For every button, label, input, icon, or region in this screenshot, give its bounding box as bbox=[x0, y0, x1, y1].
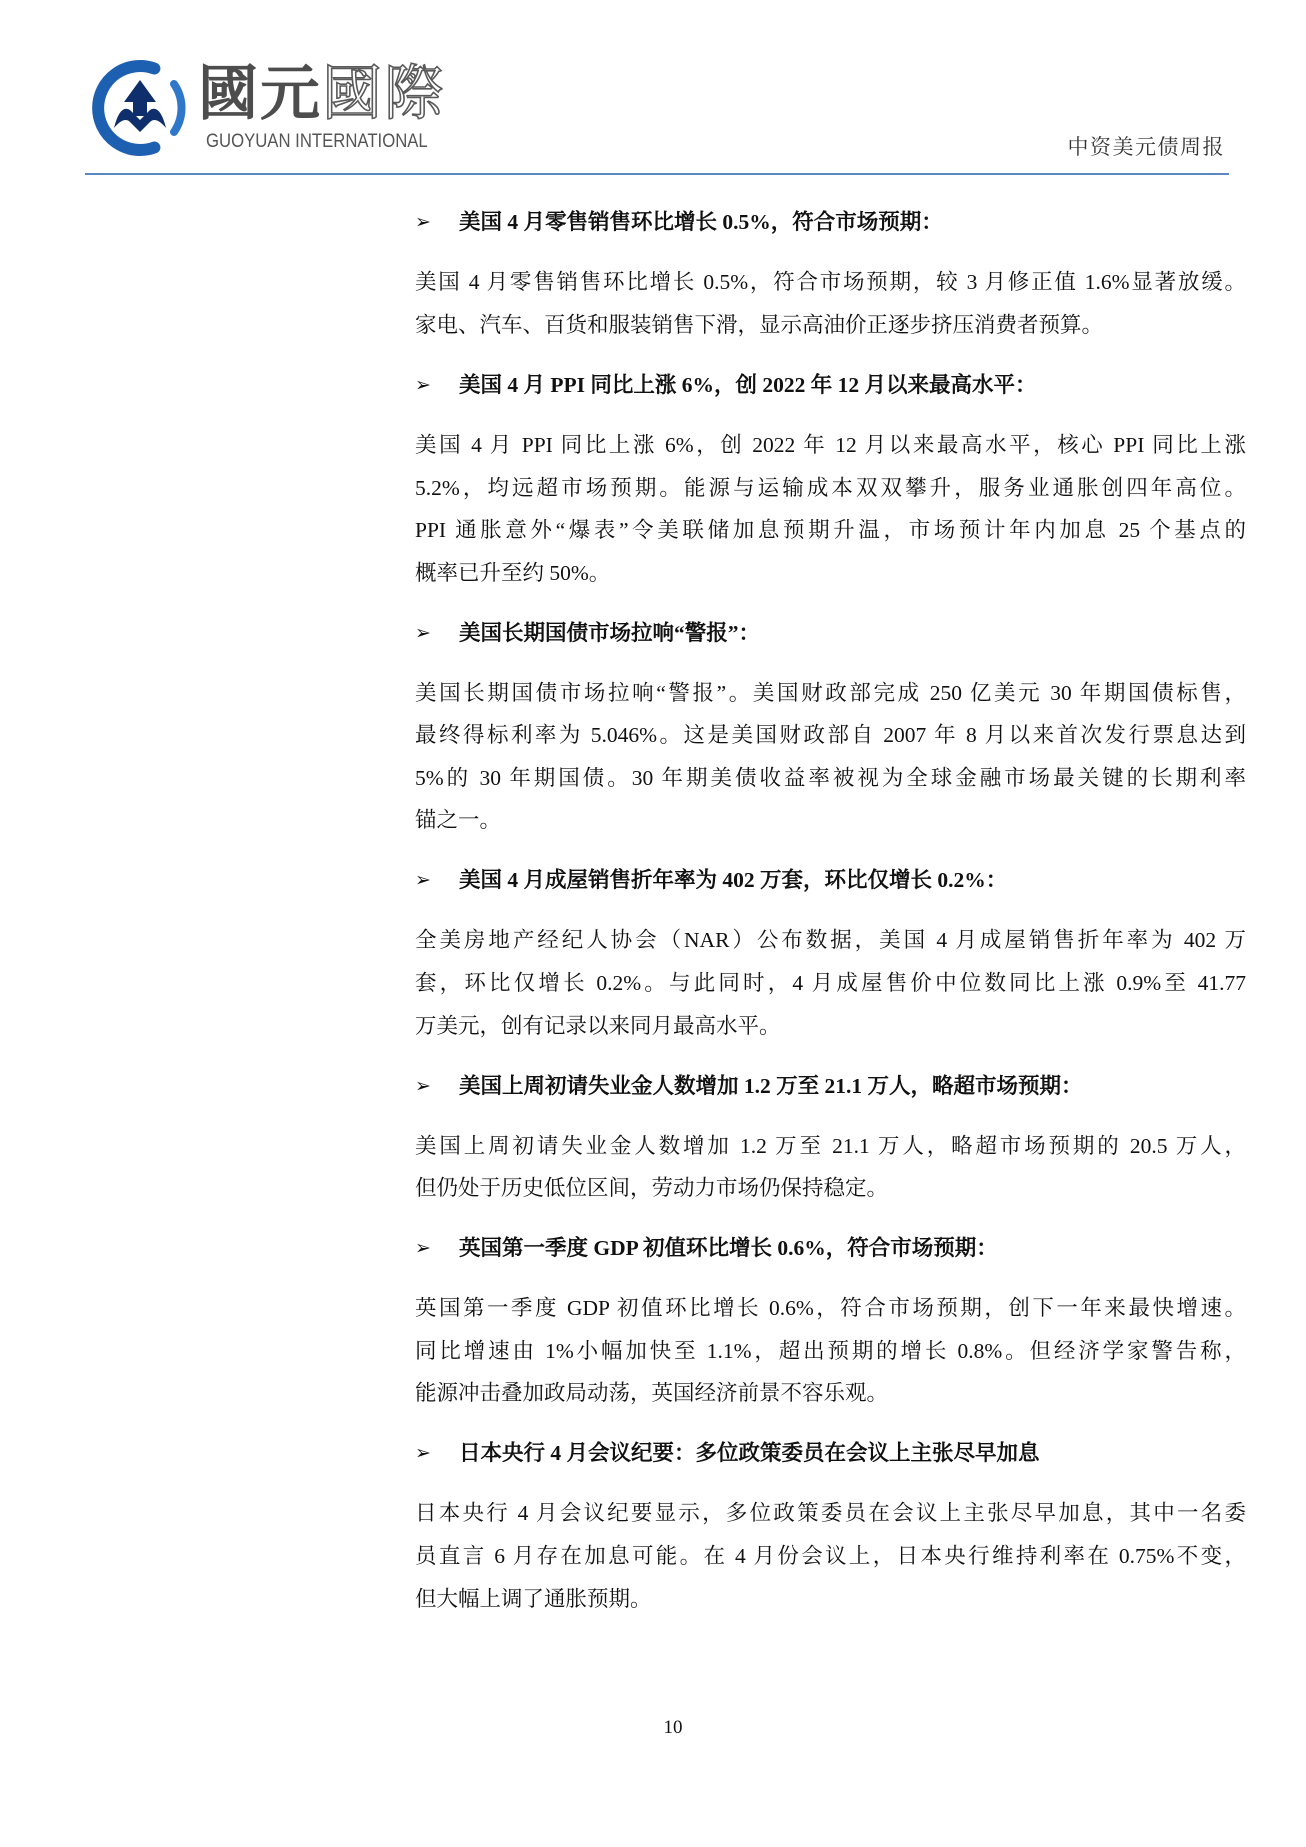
arrow-bullet-icon: ➢ bbox=[415, 869, 431, 892]
arrow-bullet-icon: ➢ bbox=[415, 1442, 431, 1465]
paragraph-line: 同比增速由 1%小幅加快至 1.1%，超出预期的增长 0.8%。但经济学家警告称， bbox=[415, 1338, 1246, 1363]
arrow-bullet-icon: ➢ bbox=[415, 373, 431, 396]
paragraph-line: 美国长期国债市场拉响“警报”。美国财政部完成 250 亿美元 30 年期国债标售， bbox=[415, 680, 1246, 705]
page-number: 10 bbox=[663, 1717, 683, 1738]
section-heading-text: 美国 4 月零售销售环比增长 0.5%，符合市场预期： bbox=[459, 210, 943, 235]
paragraph-line: 美国 4 月 PPI 同比上涨 6%，创 2022 年 12 月以来最高水平，核心 PPI 同比上涨 bbox=[415, 432, 1246, 457]
news-item bbox=[415, 1227, 1246, 1415]
section-heading bbox=[415, 1432, 1246, 1475]
guoyuan-logo-icon bbox=[90, 58, 190, 158]
paragraph-line: 全美房地产经纪人协会（NAR）公布数据，美国 4 月成屋销售折年率为 402 万 bbox=[415, 928, 1246, 953]
paragraph-line: 日本央行 4 月会议纪要显示，多位政策委员在会议上主张尽早加息，其中一名委 bbox=[415, 1501, 1246, 1526]
paragraph-line: 概率已升至约 50%。 bbox=[415, 560, 611, 585]
section-heading-text: 美国上周初请失业金人数增加 1.2 万至 21.1 万人，略超市场预期： bbox=[459, 1073, 1083, 1098]
paragraph-line: 但大幅上调了通胀预期。 bbox=[415, 1586, 652, 1611]
logo-wordmark-cn bbox=[198, 58, 446, 130]
main-content bbox=[415, 184, 1246, 1620]
paragraph-line: 能源冲击叠加政局动荡，英国经济前景不容乐观。 bbox=[415, 1381, 889, 1406]
news-item bbox=[415, 1065, 1246, 1210]
news-item bbox=[415, 612, 1246, 842]
paragraph-line: 万美元，创有记录以来同月最高水平。 bbox=[415, 1013, 781, 1038]
section-heading bbox=[415, 201, 1246, 244]
paragraph-line: 5%的 30 年期国债。30 年期美债收益率被视为全球金融市场最关键的长期利率 bbox=[415, 765, 1246, 790]
paragraph-line: 5.2%，均远超市场预期。能源与运输成本双双攀升，服务业通胀创四年高位。 bbox=[415, 475, 1246, 500]
logo-wordmark-en: GUOYUAN INTERNATIONAL bbox=[206, 131, 428, 152]
section-heading-text: 英国第一季度 GDP 初值环比增长 0.6%，符合市场预期： bbox=[459, 1236, 998, 1261]
logo-text-solid: 國元 bbox=[198, 59, 322, 129]
section-heading bbox=[415, 1065, 1246, 1108]
arrow-bullet-icon: ➢ bbox=[415, 1074, 431, 1097]
arrow-bullet-icon: ➢ bbox=[415, 211, 431, 234]
section-heading bbox=[415, 1227, 1246, 1270]
section-heading bbox=[415, 859, 1246, 902]
section-heading bbox=[415, 612, 1246, 655]
news-item bbox=[415, 859, 1246, 1047]
paragraph-line: 最终得标利率为 5.046%。这是美国财政部自 2007 年 8 月以来首次发行票息达到 bbox=[415, 723, 1246, 748]
paragraph-line: 美国 4 月零售销售环比增长 0.5%，符合市场预期，较 3 月修正值 1.6%显著放缓。 bbox=[415, 270, 1246, 295]
paragraph-line: 员直言 6 月存在加息可能。在 4 月份会议上，日本央行维持利率在 0.75%不变， bbox=[415, 1543, 1246, 1568]
paragraph-line: 家电、汽车、百货和服装销售下滑，显示高油价正逐步挤压消费者预算。 bbox=[415, 312, 1104, 337]
header-divider bbox=[85, 173, 1229, 175]
paragraph-line: 锚之一。 bbox=[415, 808, 502, 833]
logo-text-outline: 國際 bbox=[322, 59, 446, 129]
section-heading-text: 美国 4 月 PPI 同比上涨 6%，创 2022 年 12 月以来最高水平： bbox=[459, 372, 1037, 397]
paragraph-line: 套，环比仅增长 0.2%。与此同时，4 月成屋售价中位数同比上涨 0.9%至 41.77 bbox=[415, 971, 1246, 996]
section-heading-text: 日本央行 4 月会议纪要：多位政策委员在会议上主张尽早加息 bbox=[459, 1441, 1040, 1466]
paragraph-line: 英国第一季度 GDP 初值环比增长 0.6%，符合市场预期，创下一年来最快增速。 bbox=[415, 1296, 1246, 1321]
section-heading-text: 美国长期国债市场拉响“警报”： bbox=[459, 620, 761, 645]
section-heading bbox=[415, 364, 1246, 407]
report-title: 中资美元债周报 bbox=[1067, 135, 1225, 159]
news-item bbox=[415, 201, 1246, 346]
arrow-bullet-icon: ➢ bbox=[415, 1237, 431, 1260]
paragraph-line: 但仍处于历史低位区间，劳动力市场仍保持稳定。 bbox=[415, 1176, 889, 1201]
arrow-bullet-icon: ➢ bbox=[415, 621, 431, 644]
paragraph-line: PPI 通胀意外“爆表”令美联储加息预期升温，市场预计年内加息 25 个基点的 bbox=[415, 518, 1246, 543]
paragraph-line: 美国上周初请失业金人数增加 1.2 万至 21.1 万人，略超市场预期的 20.5 万人， bbox=[415, 1133, 1246, 1158]
news-item bbox=[415, 1432, 1246, 1620]
section-heading-text: 美国 4 月成屋销售折年率为 402 万套，环比仅增长 0.2%： bbox=[459, 868, 1008, 893]
news-item bbox=[415, 364, 1246, 594]
